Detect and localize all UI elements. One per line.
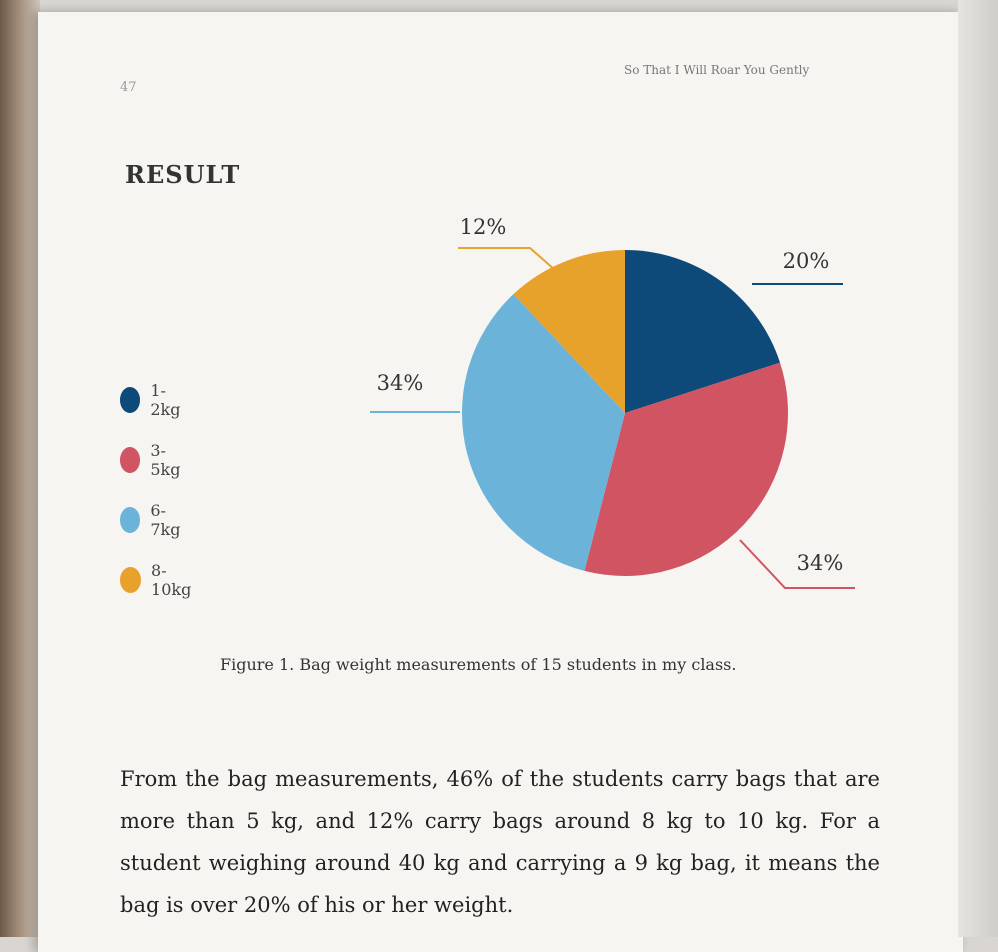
slice-label: 34% [796,551,844,575]
running-head: So That I Will Roar You Gently [624,63,810,77]
legend-label: 6-7kg [150,501,181,539]
slice-label: 34% [376,371,424,395]
figure-caption: Figure 1. Bag weight measurements of 15 students in my class. [220,655,737,674]
legend-label: 8-10kg [151,561,192,599]
slice-label: 12% [459,215,507,239]
leader-line [458,248,555,270]
section-heading: RESULT [125,160,241,189]
slice-label: 20% [782,249,830,273]
page-number: 47 [120,80,137,95]
body-text: From the bag measurements, 46% of the students carry bags that are more than 5 kg, and 12% carry bags around 8 kg to 10 kg. For a student weighing around 40 kg and carrying a 9 kg bag, it means the bag is over 20% of his or her weight. [120,767,880,917]
legend-label: 3-5kg [150,441,181,479]
legend-label: 1-2kg [150,381,181,419]
